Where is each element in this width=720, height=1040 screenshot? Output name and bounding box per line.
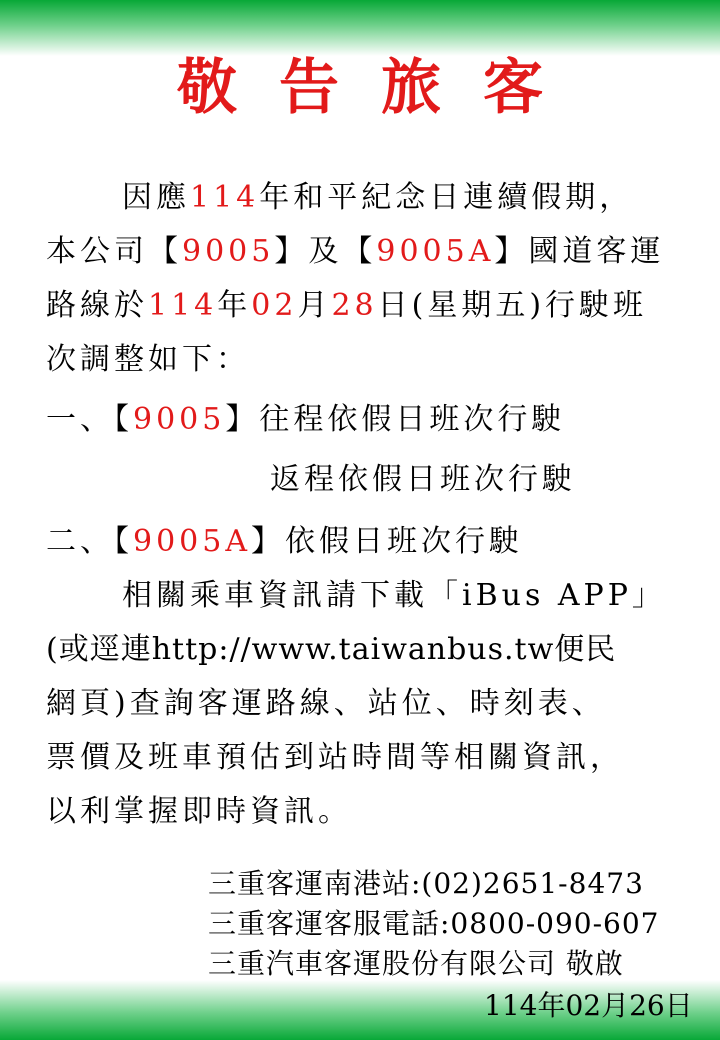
para1-line4: 次調整如下： <box>46 342 250 377</box>
text: 本公司【 <box>46 234 182 269</box>
footer-date: 114年02月26日 <box>484 989 693 1022</box>
text: 】國道客運 <box>494 234 665 269</box>
text: 】及【 <box>274 234 377 269</box>
item-marker: 二、【 <box>46 524 133 559</box>
para2-line3: 網頁)查詢客運路線、站位、時刻表、 <box>46 686 606 721</box>
item-text: 】往程依假日班次行駛 <box>225 402 566 437</box>
item2 <box>46 522 523 562</box>
para1-line3 <box>46 286 647 326</box>
para2-line2: (或逕連http://www.taiwanbus.tw便民 <box>46 632 617 667</box>
para1-line1 <box>122 178 633 218</box>
notice-title: 敬告旅客 <box>177 53 585 123</box>
footer-company: 三重汽車客運股份有限公司 敬啟 <box>208 947 624 980</box>
para2-line1: 相關乘車資訊請下載「iBus APP」 <box>122 578 666 613</box>
para1-line2 <box>46 232 664 272</box>
para2-line4: 票價及班車預估到站時間等相關資訊， <box>46 740 624 775</box>
text: 路線於 <box>46 288 148 323</box>
item1-inbound: 返程依假日班次行駛 <box>270 462 576 497</box>
text: 月 <box>297 288 332 323</box>
route-highlight: 9005 <box>133 402 226 437</box>
year-highlight: 114 <box>148 288 218 323</box>
para2-line5: 以利掌握即時資訊。 <box>46 794 352 829</box>
text: 因應 <box>122 180 190 215</box>
item-text: 】依假日班次行駛 <box>251 524 524 559</box>
route-9005a-highlight: 9005A <box>376 234 495 269</box>
route-highlight: 9005A <box>133 524 252 559</box>
text: 年 <box>217 288 252 323</box>
item-marker: 一、【 <box>46 402 133 437</box>
day-highlight: 28 <box>331 288 378 323</box>
route-9005-highlight: 9005 <box>182 234 275 269</box>
month-highlight: 02 <box>251 288 298 323</box>
item1-outbound <box>46 400 565 440</box>
year-highlight: 114 <box>190 180 260 215</box>
footer-station-phone: 三重客運南港站:(02)2651-8473 <box>208 867 644 900</box>
text: 日(星期五)行駛班 <box>377 288 648 323</box>
footer-service-phone: 三重客運客服電話:0800-090-607 <box>208 907 660 940</box>
text: 年和平紀念日連續假期， <box>259 180 634 215</box>
